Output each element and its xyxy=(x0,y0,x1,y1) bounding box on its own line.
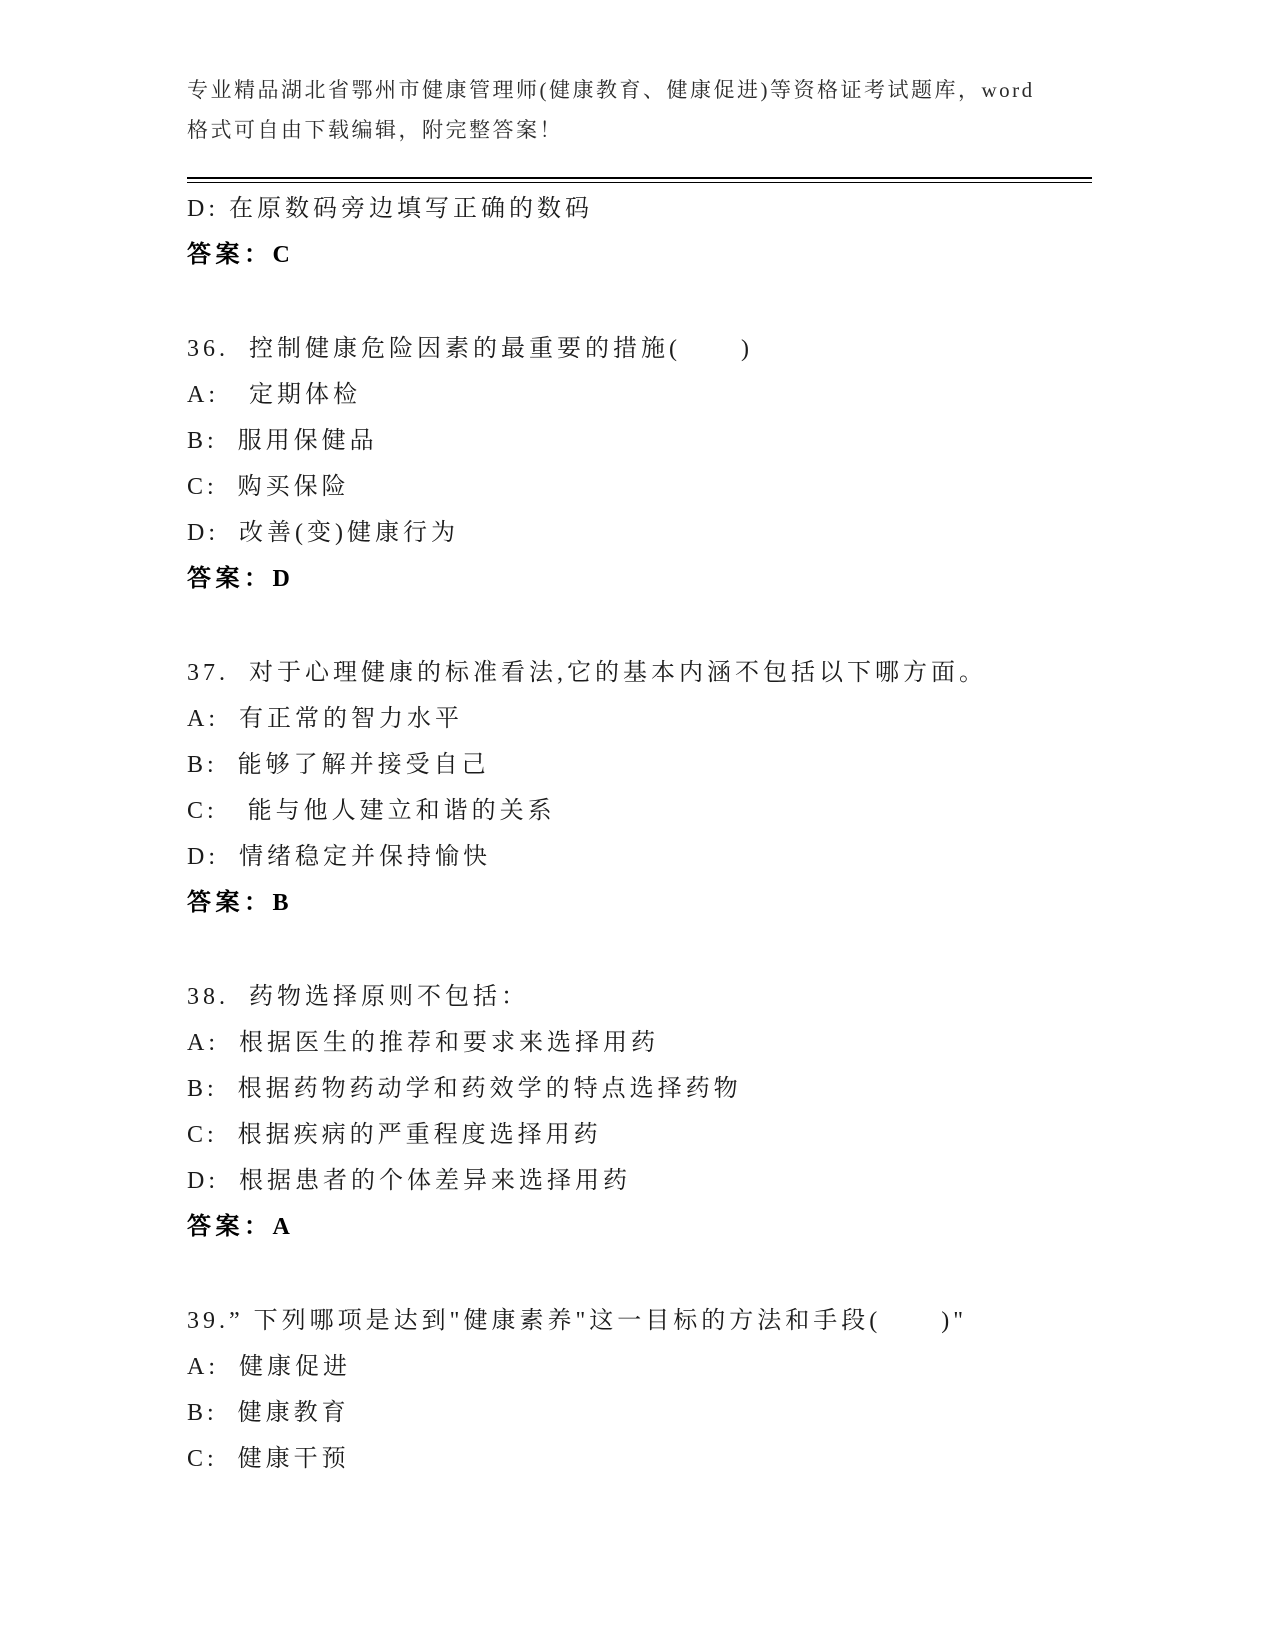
question-block-36 xyxy=(187,326,1092,602)
option-line-a: A: 定期体检 xyxy=(187,382,361,408)
header-line-1: 专业精品湖北省鄂州市健康管理师(健康教育、健康促进)等资格证考试题库，word xyxy=(187,78,1035,102)
option-line-c: C: 能与他人建立和谐的关系 xyxy=(187,798,556,824)
answer-line: 答案：B xyxy=(187,890,294,916)
answer-line: 答案：A xyxy=(187,1214,295,1240)
page-content xyxy=(187,0,1092,1482)
page-header xyxy=(187,0,1092,150)
header-line-2: 格式可自由下载编辑，附完整答案！ xyxy=(187,118,563,142)
question-block-39 xyxy=(187,1298,1092,1482)
answer-line: 答案：C xyxy=(187,242,295,268)
question-block-37 xyxy=(187,650,1092,926)
option-line-b: B: 能够了解并接受自己 xyxy=(187,752,490,778)
answer-line: 答案：D xyxy=(187,566,295,592)
option-line-d: D: 情绪稳定并保持愉快 xyxy=(187,844,491,870)
option-line-b: B: 健康教育 xyxy=(187,1400,350,1426)
option-line-a: A: 健康促进 xyxy=(187,1354,351,1380)
question-block-38 xyxy=(187,974,1092,1250)
option-line-c: C: 健康干预 xyxy=(187,1446,350,1472)
option-line-c: C: 购买保险 xyxy=(187,474,350,500)
question-stem: 36. 控制健康危险因素的最重要的措施( ) xyxy=(187,336,753,362)
question-stem: 39.” 下列哪项是达到"健康素养"这一目标的方法和手段( )" xyxy=(187,1308,968,1334)
option-line-b: B: 根据药物药动学和药效学的特点选择药物 xyxy=(187,1076,742,1102)
option-line-c: C: 根据疾病的严重程度选择用药 xyxy=(187,1122,602,1148)
question-stem: 38. 药物选择原则不包括： xyxy=(187,984,529,1010)
option-line-d: D: 改善(变)健康行为 xyxy=(187,520,459,546)
question-block-carryover xyxy=(187,186,1092,278)
question-stem: 37. 对于心理健康的标准看法,它的基本内涵不包括以下哪方面。 xyxy=(187,660,987,686)
option-line-d: D: 根据患者的个体差异来选择用药 xyxy=(187,1168,631,1194)
option-line-a: A: 有正常的智力水平 xyxy=(187,706,463,732)
document-body xyxy=(187,183,1092,1482)
option-line-d: D: 在原数码旁边填写正确的数码 xyxy=(187,196,593,222)
option-line-b: B: 服用保健品 xyxy=(187,428,378,454)
option-line-a: A: 根据医生的推荐和要求来选择用药 xyxy=(187,1030,659,1056)
